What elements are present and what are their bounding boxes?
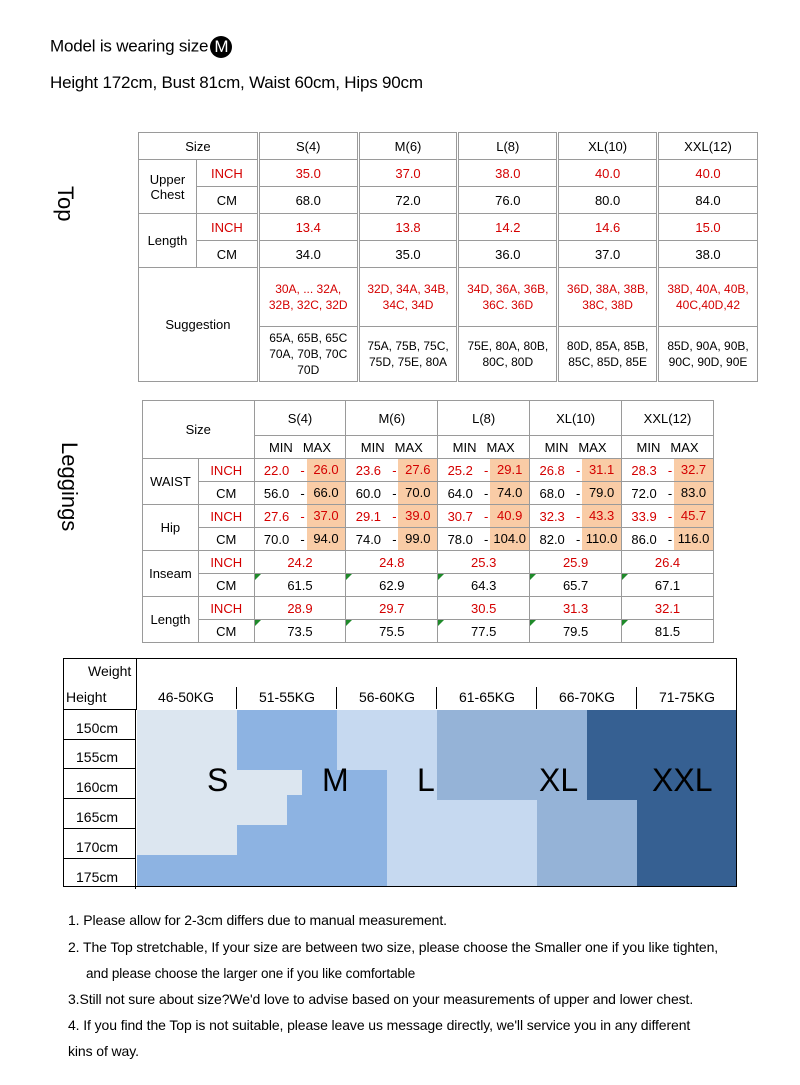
height-row-label: 150cm xyxy=(64,710,136,740)
cm-label: CM xyxy=(198,482,254,505)
leggings-row xyxy=(143,459,714,482)
weight-label: Weight xyxy=(88,663,132,679)
table-cell: 40.0 xyxy=(658,160,758,187)
leggings-measure-label: Inseam xyxy=(143,551,199,597)
table-cell: 64.3 xyxy=(438,574,530,597)
size-region xyxy=(537,800,637,886)
table-cell: 24.2 xyxy=(254,551,346,574)
max-label: MAX xyxy=(670,439,699,455)
min-label: MIN xyxy=(544,439,569,455)
note-4-continued: kins of way. xyxy=(68,1043,139,1059)
range-dash: - xyxy=(484,462,489,478)
weight-column-label: 66-70KG xyxy=(536,687,637,709)
min-value: 78.0 xyxy=(447,531,473,547)
cm-label: CM xyxy=(198,574,254,597)
max-label: MAX xyxy=(394,439,423,455)
size-region-area xyxy=(137,710,736,886)
weight-column-label: 56-60KG xyxy=(336,687,437,709)
range-cell xyxy=(346,482,438,505)
max-value: 37.0 xyxy=(307,505,346,527)
max-value: 104.0 xyxy=(490,528,529,550)
table-cell: 72.0 xyxy=(358,187,458,214)
min-value: 29.1 xyxy=(355,508,382,524)
leggings-row xyxy=(143,528,714,551)
inch-label: INCH xyxy=(198,459,254,482)
range-dash: - xyxy=(392,531,397,547)
height-rows xyxy=(64,710,136,886)
height-label: Height xyxy=(66,689,107,705)
max-value: 39.0 xyxy=(398,505,437,527)
height-row-label: 170cm xyxy=(64,829,136,859)
size-region xyxy=(637,800,736,886)
max-value: 29.1 xyxy=(490,459,529,481)
cm-label: CM xyxy=(196,241,258,268)
size-region-label: M xyxy=(322,762,349,798)
range-dash: - xyxy=(300,462,305,478)
min-max-cell xyxy=(346,436,438,459)
range-cell xyxy=(254,459,346,482)
table-cell: 34.0 xyxy=(258,241,358,268)
top-header-row xyxy=(139,133,758,160)
max-value: 110.0 xyxy=(582,528,621,550)
leggings-row xyxy=(143,620,714,643)
range-dash: - xyxy=(667,462,673,478)
top-size-l: L(8) xyxy=(458,133,558,160)
table-cell: 80.0 xyxy=(558,187,658,214)
range-cell xyxy=(346,459,438,482)
max-value: 66.0 xyxy=(307,482,346,504)
top-size-xxl: XXL(12) xyxy=(658,133,758,160)
range-dash: - xyxy=(575,485,581,501)
min-label: MIN xyxy=(452,439,477,455)
max-value: 43.3 xyxy=(582,505,621,527)
table-cell: 13.4 xyxy=(258,214,358,241)
range-cell xyxy=(254,528,346,551)
range-dash: - xyxy=(484,531,489,547)
leggings-size-0: S(4) xyxy=(254,401,346,436)
min-value: 86.0 xyxy=(631,531,657,547)
range-cell xyxy=(622,505,714,528)
min-value: 70.0 xyxy=(263,531,290,547)
max-value: 32.7 xyxy=(674,459,713,481)
table-cell: 80D, 85A, 85B, 85C, 85D, 85E xyxy=(558,327,658,382)
min-value: 22.0 xyxy=(263,462,290,478)
range-dash: - xyxy=(575,508,581,524)
leggings-measure-label: Hip xyxy=(143,505,199,551)
table-cell: 38.0 xyxy=(458,160,558,187)
size-region xyxy=(337,710,437,770)
min-value: 32.3 xyxy=(539,508,565,524)
table-cell: 75.5 xyxy=(346,620,438,643)
size-region-label: L xyxy=(417,762,435,798)
leggings-measure-label: Length xyxy=(143,597,199,643)
table-cell: 67.1 xyxy=(622,574,714,597)
top-size-table xyxy=(138,132,758,382)
table-cell: 13.8 xyxy=(358,214,458,241)
max-value: 99.0 xyxy=(398,528,437,550)
table-cell: 14.2 xyxy=(458,214,558,241)
range-dash: - xyxy=(300,485,305,501)
min-max-cell xyxy=(530,436,622,459)
cm-label: CM xyxy=(198,528,254,551)
inch-label: INCH xyxy=(196,214,258,241)
range-dash: - xyxy=(667,508,673,524)
table-cell: 31.3 xyxy=(530,597,622,620)
weight-column-label: 46-50KG xyxy=(157,689,215,705)
max-value: 79.0 xyxy=(582,482,621,504)
table-cell: 38D, 40A, 40B, 40C,40D,42 xyxy=(658,268,758,327)
range-cell xyxy=(530,482,622,505)
table-cell: 77.5 xyxy=(438,620,530,643)
table-cell: 37.0 xyxy=(558,241,658,268)
top-chest-inch-row xyxy=(139,160,758,187)
range-dash: - xyxy=(392,508,397,524)
top-length-inch-row xyxy=(139,214,758,241)
max-value: 116.0 xyxy=(674,528,713,550)
leggings-header-row xyxy=(143,401,714,436)
size-region xyxy=(137,855,237,886)
table-cell: 36.0 xyxy=(458,241,558,268)
range-dash: - xyxy=(300,531,305,547)
range-cell xyxy=(438,482,530,505)
min-max-cell xyxy=(254,436,346,459)
table-cell: 73.5 xyxy=(254,620,346,643)
leggings-row xyxy=(143,597,714,620)
size-region xyxy=(437,800,537,886)
max-label: MAX xyxy=(486,439,515,455)
min-label: MIN xyxy=(268,439,293,455)
max-value: 26.0 xyxy=(307,459,346,481)
height-weight-chart xyxy=(63,658,737,887)
max-label: MAX xyxy=(302,439,331,455)
height-row-label: 165cm xyxy=(64,799,136,829)
table-cell: 85D, 90A, 90B, 90C, 90D, 90E xyxy=(658,327,758,382)
range-cell xyxy=(254,505,346,528)
suggestion-label: Suggestion xyxy=(139,268,259,382)
table-cell: 36D, 38A, 38B, 38C, 38D xyxy=(558,268,658,327)
table-cell: 81.5 xyxy=(622,620,714,643)
range-cell xyxy=(438,459,530,482)
range-dash: - xyxy=(575,462,581,478)
leggings-row xyxy=(143,505,714,528)
min-value: 25.2 xyxy=(447,462,473,478)
inch-label: INCH xyxy=(196,160,258,187)
min-value: 27.6 xyxy=(263,508,290,524)
top-side-label: Top xyxy=(53,186,78,222)
cm-label: CM xyxy=(198,620,254,643)
max-value: 94.0 xyxy=(307,528,346,550)
min-value: 64.0 xyxy=(447,485,473,501)
table-cell: 38.0 xyxy=(658,241,758,268)
table-cell: 65A, 65B, 65C 70A, 70B, 70C 70D xyxy=(258,327,358,382)
note-2-continued: and please choose the larger one if you like comfortable xyxy=(86,966,416,981)
min-label: MIN xyxy=(360,439,385,455)
height-row-label: 175cm xyxy=(64,859,136,889)
min-label: MIN xyxy=(636,439,661,455)
top-size-xl: XL(10) xyxy=(558,133,658,160)
range-cell xyxy=(622,459,714,482)
range-cell xyxy=(438,505,530,528)
table-cell: 65.7 xyxy=(530,574,622,597)
range-cell xyxy=(254,482,346,505)
range-cell xyxy=(346,528,438,551)
range-cell xyxy=(622,482,714,505)
model-text: Model is wearing size xyxy=(50,36,209,56)
range-dash: - xyxy=(667,485,673,501)
table-cell: 68.0 xyxy=(258,187,358,214)
weight-column-label: 51-55KG xyxy=(236,687,337,709)
min-value: 72.0 xyxy=(631,485,657,501)
weight-columns xyxy=(137,687,736,709)
table-cell: 28.9 xyxy=(254,597,346,620)
leggings-row xyxy=(143,574,714,597)
top-size-s: S(4) xyxy=(258,133,358,160)
model-size-line xyxy=(50,36,232,58)
table-cell: 76.0 xyxy=(458,187,558,214)
max-value: 40.9 xyxy=(490,505,529,527)
range-cell xyxy=(530,459,622,482)
top-length-label: Length xyxy=(139,214,197,268)
table-cell: 25.9 xyxy=(530,551,622,574)
table-cell: 75A, 75B, 75C, 75D, 75E, 80A xyxy=(358,327,458,382)
weight-column-label: 61-65KG xyxy=(436,687,537,709)
height-row-label: 160cm xyxy=(64,769,136,799)
range-dash: - xyxy=(484,485,489,501)
note-4: 4. If you find the Top is not suitable, please leave us message directly, we'll service you in any different xyxy=(68,1017,691,1033)
max-label: MAX xyxy=(578,439,607,455)
note-1: 1. Please allow for 2-3cm differs due to manual measurement. xyxy=(68,912,447,928)
max-value: 31.1 xyxy=(582,459,621,481)
top-length-cm-row xyxy=(139,241,758,268)
weight-column-label: 71-75KG xyxy=(636,687,737,709)
table-cell: 62.9 xyxy=(346,574,438,597)
size-region-label: XL xyxy=(539,762,579,798)
table-cell: 26.4 xyxy=(622,551,714,574)
range-dash: - xyxy=(575,531,581,547)
model-size-badge: M xyxy=(210,36,232,58)
range-dash: - xyxy=(392,485,397,501)
range-dash: - xyxy=(667,531,673,547)
min-value: 28.3 xyxy=(631,462,657,478)
table-cell: 24.8 xyxy=(346,551,438,574)
min-value: 56.0 xyxy=(263,485,290,501)
min-value: 30.7 xyxy=(447,508,473,524)
table-cell: 32.1 xyxy=(622,597,714,620)
max-value: 74.0 xyxy=(490,482,529,504)
range-cell xyxy=(622,528,714,551)
min-value: 82.0 xyxy=(539,531,565,547)
size-region xyxy=(237,770,302,795)
max-value: 70.0 xyxy=(398,482,437,504)
table-cell: 37.0 xyxy=(358,160,458,187)
table-cell: 35.0 xyxy=(358,241,458,268)
height-row-label: 155cm xyxy=(64,739,136,769)
leggings-size-header: Size xyxy=(143,401,255,459)
max-value: 45.7 xyxy=(674,505,713,527)
range-dash: - xyxy=(300,508,305,524)
leggings-size-2: L(8) xyxy=(438,401,530,436)
leggings-size-table xyxy=(142,400,714,643)
inch-label: INCH xyxy=(198,597,254,620)
table-cell: 84.0 xyxy=(658,187,758,214)
table-cell: 79.5 xyxy=(530,620,622,643)
min-max-cell xyxy=(622,436,714,459)
table-cell: 34D, 36A, 36B, 36C. 36D xyxy=(458,268,558,327)
range-cell xyxy=(346,505,438,528)
table-cell: 30.5 xyxy=(438,597,530,620)
min-value: 26.8 xyxy=(539,462,565,478)
size-region-label: S xyxy=(207,762,229,798)
note-2: 2. The Top stretchable, If your size are between two size, please choose the Smaller one if you like tighten, xyxy=(68,939,719,955)
leggings-measure-label: WAIST xyxy=(143,459,199,505)
table-cell: 25.3 xyxy=(438,551,530,574)
inch-label: INCH xyxy=(198,551,254,574)
table-cell: 14.6 xyxy=(558,214,658,241)
leggings-row xyxy=(143,482,714,505)
top-suggestion-red-row xyxy=(139,268,758,327)
upper-chest-label: Upper Chest xyxy=(139,160,197,214)
table-cell: 75E, 80A, 80B, 80C, 80D xyxy=(458,327,558,382)
note-3: 3.Still not sure about size?We'd love to advise based on your measurements of upper and lower chest. xyxy=(68,991,694,1007)
min-max-cell xyxy=(438,436,530,459)
leggings-row xyxy=(143,551,714,574)
leggings-size-3: XL(10) xyxy=(530,401,622,436)
model-measurements: Height 172cm, Bust 81cm, Waist 60cm, Hips 90cm xyxy=(50,73,423,92)
range-dash: - xyxy=(392,462,397,478)
size-region-label: XXL xyxy=(652,762,713,798)
min-value: 23.6 xyxy=(355,462,382,478)
table-cell: 61.5 xyxy=(254,574,346,597)
table-cell: 35.0 xyxy=(258,160,358,187)
top-chest-cm-row xyxy=(139,187,758,214)
range-cell xyxy=(438,528,530,551)
range-cell xyxy=(530,528,622,551)
min-value: 60.0 xyxy=(355,485,382,501)
table-cell: 30A, ... 32A, 32B, 32C, 32D xyxy=(258,268,358,327)
table-cell: 15.0 xyxy=(658,214,758,241)
max-value: 27.6 xyxy=(398,459,437,481)
table-cell: 40.0 xyxy=(558,160,658,187)
range-cell xyxy=(530,505,622,528)
leggings-size-4: XXL(12) xyxy=(622,401,714,436)
top-size-header: Size xyxy=(139,133,259,160)
min-value: 74.0 xyxy=(355,531,382,547)
leggings-side-label: Leggings xyxy=(57,442,82,532)
size-region xyxy=(437,710,537,770)
min-value: 33.9 xyxy=(631,508,657,524)
inch-label: INCH xyxy=(198,505,254,528)
top-size-m: M(6) xyxy=(358,133,458,160)
max-value: 83.0 xyxy=(674,482,713,504)
range-dash: - xyxy=(484,508,489,524)
weight-height-corner xyxy=(64,659,137,710)
table-cell: 29.7 xyxy=(346,597,438,620)
leggings-size-1: M(6) xyxy=(346,401,438,436)
cm-label: CM xyxy=(196,187,258,214)
min-value: 68.0 xyxy=(539,485,565,501)
table-cell: 32D, 34A, 34B, 34C, 34D xyxy=(358,268,458,327)
